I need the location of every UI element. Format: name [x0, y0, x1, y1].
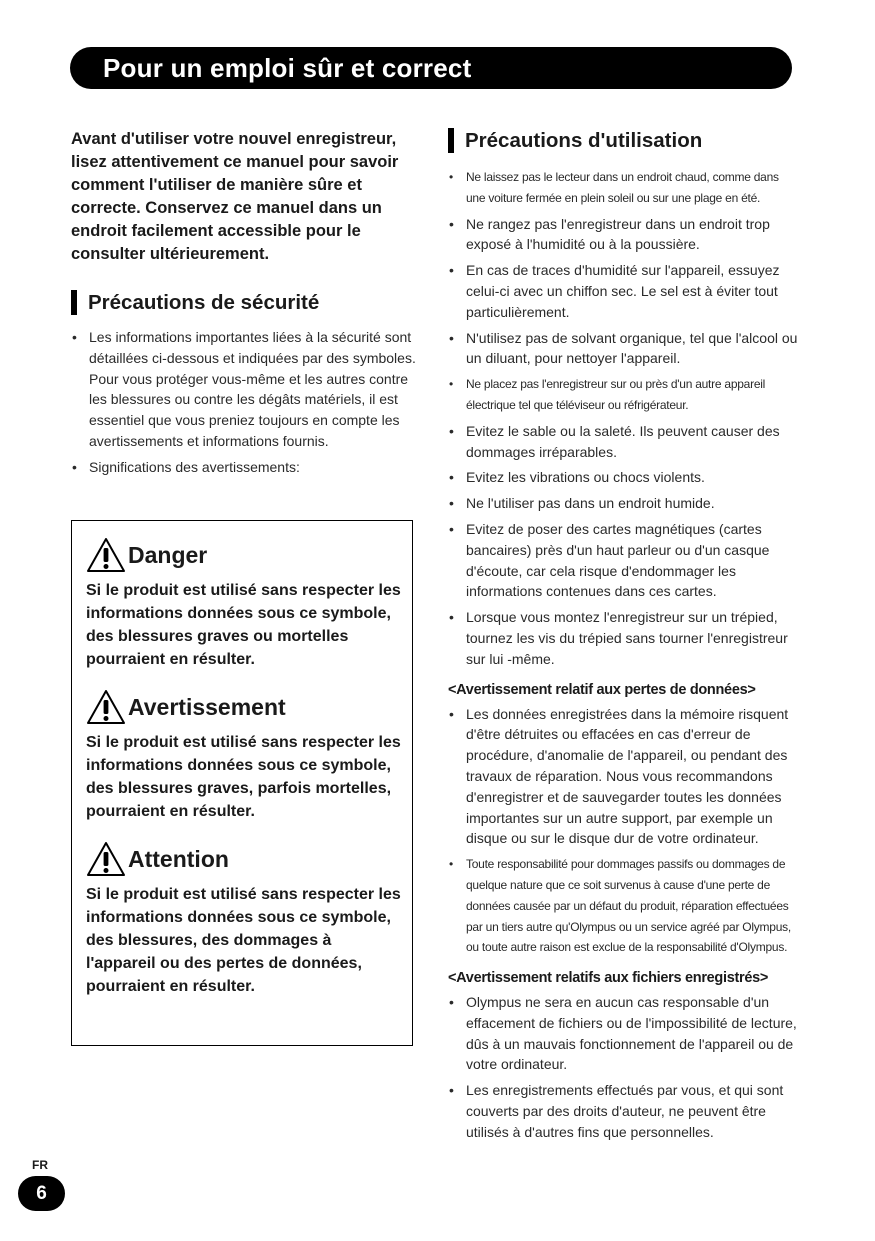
- list-item: • Evitez le sable ou la saleté. Ils peuvent causer des dommages irréparables.: [448, 421, 798, 463]
- list-item: • Ne rangez pas l'enregistreur dans un endroit trop exposé à l'humidité ou à la poussière.: [448, 214, 798, 256]
- page-title: Pour un emploi sûr et correct: [103, 52, 472, 83]
- heading-bar: [71, 290, 77, 315]
- danger-heading: [86, 537, 402, 573]
- usage-heading: [448, 128, 798, 153]
- list-item: • Evitez de poser des cartes magnétiques (cartes bancaires) près d'un haut parleur ou d'un casque d'écoute, car cela risque d'endommager les informations contenues dans ces cartes.: [448, 519, 798, 602]
- language-label: FR: [32, 1158, 48, 1172]
- page-number: 6: [18, 1176, 65, 1211]
- page-title-bar: [70, 47, 792, 89]
- intro-text: Avant d'utiliser votre nouvel enregistreur, lisez attentivement ce manuel pour savoir comment l'utiliser de manière sûre et correcte. Conservez ce manuel dans un endroit facilement accessible pour le consulter ultérieurement.: [71, 130, 399, 263]
- right-column: [448, 128, 798, 1148]
- list-item: • Ne placez pas l'enregistreur sur ou près d'un autre appareil électrique tel que téléviseur ou réfrigérateur.: [448, 374, 798, 416]
- list-item: • Olympus ne sera en aucun cas responsable d'un effacement de fichiers ou de l'impossibilité de lecture, dûs à un mauvais fonctionnement de l'appareil ou de votre ordinateur.: [448, 992, 798, 1075]
- avertissement-text: Si le produit est utilisé sans respecter les informations données sous ce symbole, des blessures graves, parfois mortelles, pourraient en résulter.: [86, 734, 401, 820]
- usage-heading-text: Précautions d'utilisation: [465, 128, 703, 152]
- list-item: • En cas de traces d'humidité sur l'appareil, essuyez celui-ci avec un chiffon sec. Le sel est à éviter tout particulièrement.: [448, 260, 798, 322]
- list-item: • Les enregistrements effectués par vous, et qui sont couverts par des droits d'auteur, ne peuvent être utilisés à d'autres fins que personnelles.: [448, 1080, 798, 1142]
- list-item: • Les informations importantes liées à la sécurité sont détaillées ci-dessous et indiquées par des symboles. Pour vous protéger vous-même et les autres contre les blessures ou contre les dégâts matériels, il est essentiel que vous preniez toujours en compte les avertissements et informations fournis.: [71, 327, 416, 452]
- warnings-box: [71, 520, 413, 1046]
- data-loss-heading: <Avertissement relatif aux pertes de données>: [448, 681, 756, 698]
- list-item: • Ne l'utiliser pas dans un endroit humide.: [448, 493, 798, 514]
- warning-triangle-icon: [86, 841, 126, 877]
- list-item: • Ne laissez pas le lecteur dans un endroit chaud, comme dans une voiture fermée en plein soleil ou sur une plage en été.: [448, 167, 798, 209]
- avertissement-heading: [86, 689, 402, 725]
- files-heading: <Avertissement relatifs aux fichiers enregistrés>: [448, 970, 769, 987]
- list-item: • Lorsque vous montez l'enregistreur sur un trépied, tournez les vis du trépied sans tourner l'enregistreur sur lui -même.: [448, 607, 798, 669]
- attention-text: Si le produit est utilisé sans respecter les informations données sous ce symbole, des blessures, des dommages à l'appareil ou des pertes de données, pourraient en résulter.: [86, 886, 401, 995]
- list-item: • Significations des avertissements:: [71, 457, 416, 478]
- list-item: • Evitez les vibrations ou chocs violents.: [448, 467, 798, 488]
- list-item: • Toute responsabilité pour dommages passifs ou dommages de quelque nature que ce soit survenus à cause d'une perte de données causée par un défaut du produit, réparation effectuées par un tiers autre qu'Olympus ou un service agréé par Olympus, ou toute autre raison est exclue de la responsabilité d'Olympus.: [448, 854, 798, 958]
- danger-text: Si le produit est utilisé sans respecter les informations données sous ce symbole, des blessures graves ou mortelles pourraient en résulter.: [86, 582, 401, 668]
- attention-title: Attention: [128, 845, 229, 872]
- security-list: [71, 327, 416, 478]
- left-column: [71, 128, 416, 483]
- files-list: [448, 992, 798, 1143]
- list-item: • Les données enregistrées dans la mémoire risquent d'être détruites ou effacées en cas d'erreur de procédure, d'anomalie de l'appareil, ou pendant des travaux de réparation. Nous vous recommandons d'enregistrer et de sauvegarder toutes les données importantes sur un autre support, par exemple un disque ou sur le disque dur de votre ordinateur.: [448, 704, 798, 850]
- attention-heading: [86, 841, 402, 877]
- usage-list: [448, 167, 798, 670]
- security-heading-text: Précautions de sécurité: [88, 290, 320, 314]
- heading-bar: [448, 128, 454, 153]
- data-loss-list: [448, 704, 798, 959]
- list-item: • N'utilisez pas de solvant organique, tel que l'alcool ou un diluant, pour nettoyer l'appareil.: [448, 328, 798, 370]
- avertissement-title: Avertissement: [128, 693, 286, 720]
- warning-triangle-icon: [86, 537, 126, 573]
- security-heading: [71, 290, 416, 315]
- danger-title: Danger: [128, 541, 208, 568]
- warning-triangle-icon: [86, 689, 126, 725]
